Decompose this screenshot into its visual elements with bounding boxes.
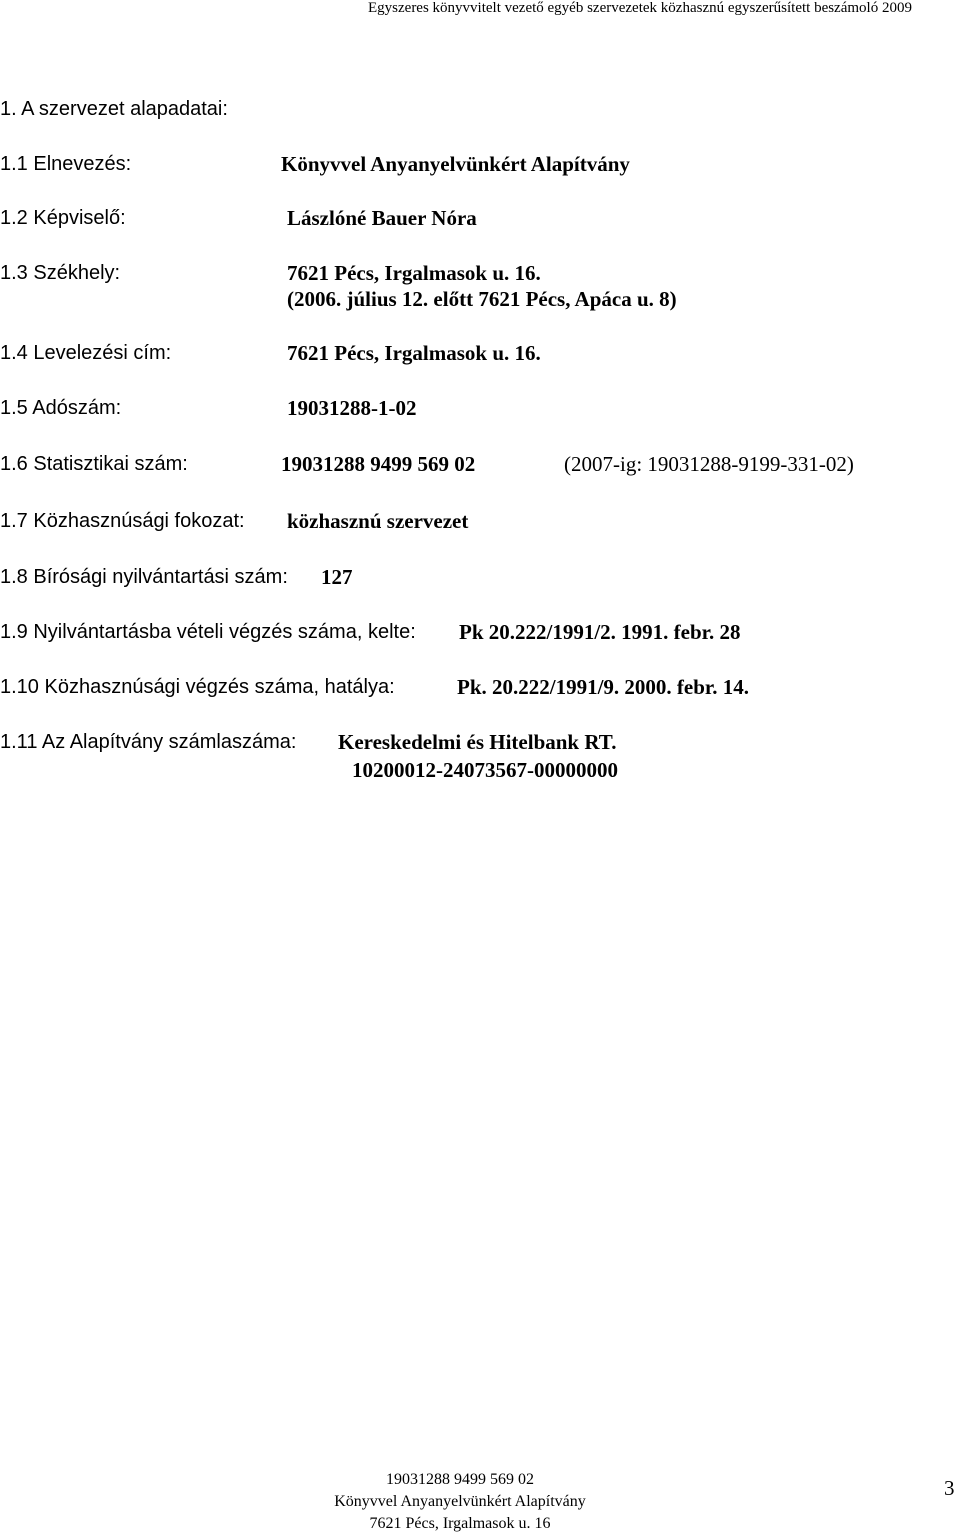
document-header-title: Egyszeres könyvvitelt vezető egyéb szervezetek közhasznú egyszerűsített beszámoló 2009 [368, 0, 912, 16]
pb-order-label: 1.10 Közhasznúsági végzés száma, hatálya: [0, 676, 395, 698]
seat-label: 1.3 Székhely: [0, 262, 121, 284]
registration-label: 1.9 Nyilvántartásba vételi végzés száma, kelte: [0, 621, 416, 643]
account-number: 10200012-24073567-00000000 [352, 758, 618, 782]
name-value: Könyvvel Anyanyelvünkért Alapítvány [281, 152, 630, 176]
stat-number-label: 1.6 Statisztikai szám: [0, 453, 188, 475]
registration-value: Pk 20.222/1991/2. 1991. febr. 28 [459, 620, 741, 644]
pb-order-value: Pk. 20.222/1991/9. 2000. febr. 14. [457, 675, 750, 699]
page-number: 3 [944, 1476, 955, 1500]
footer-org-name: Könyvvel Anyanyelvünkért Alapítvány [334, 1493, 586, 1510]
court-reg-value: 127 [321, 565, 353, 589]
account-label: 1.11 Az Alapítvány számlaszáma: [0, 731, 297, 753]
mailing-label: 1.4 Levelezési cím: [0, 342, 172, 364]
section-heading: 1. A szervezet alapadatai: [0, 98, 228, 120]
name-label: 1.1 Elnevezés: [0, 153, 132, 175]
representative-value: Lászlóné Bauer Nóra [287, 206, 477, 230]
seat-value: 7621 Pécs, Irgalmasok u. 16. [287, 261, 541, 285]
account-bank: Kereskedelmi és Hitelbank RT. [338, 730, 617, 754]
seat-note: (2006. július 12. előtt 7621 Pécs, Apáca u. 8) [287, 287, 677, 311]
public-benefit-value: közhasznú szervezet [287, 509, 469, 533]
stat-number-value: 19031288 9499 569 02 [281, 452, 476, 476]
footer-address: 7621 Pécs, Irgalmasok u. 16 [369, 1515, 551, 1532]
tax-number-value: 19031288-1-02 [287, 396, 417, 420]
representative-label: 1.2 Képviselő: [0, 207, 126, 229]
public-benefit-label: 1.7 Közhasznúsági fokozat: [0, 510, 245, 532]
mailing-value: 7621 Pécs, Irgalmasok u. 16. [287, 341, 541, 365]
stat-number-note: (2007-ig: 19031288-9199-331-02) [564, 452, 854, 476]
court-reg-label: 1.8 Bírósági nyilvántartási szám: [0, 566, 288, 588]
tax-number-label: 1.5 Adószám: [0, 397, 122, 419]
footer-stat-number: 19031288 9499 569 02 [386, 1471, 534, 1488]
